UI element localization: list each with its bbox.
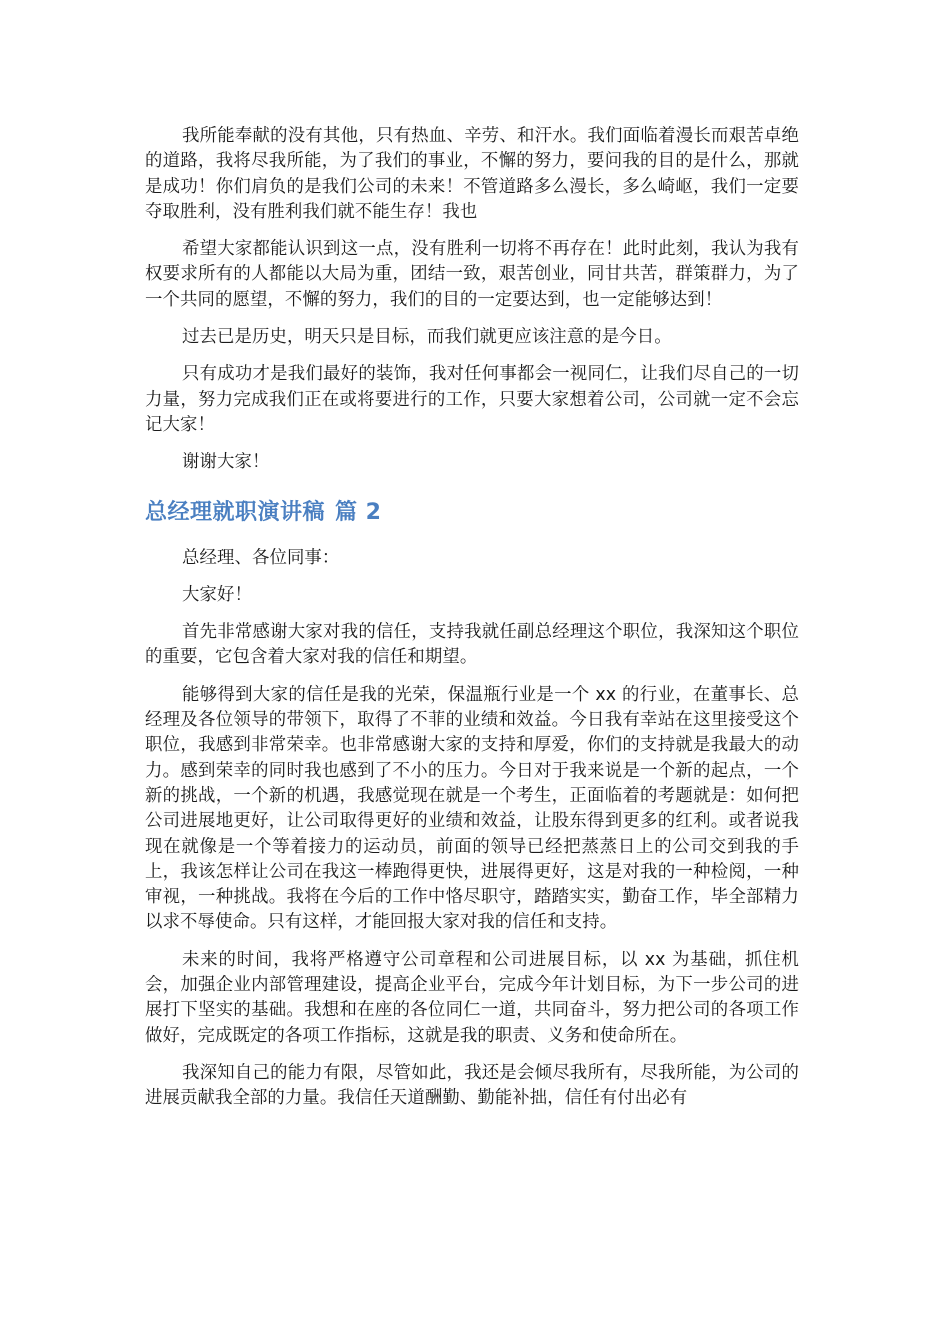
paragraph: 总经理、各位同事： — [182, 547, 340, 568]
paragraph: 只有成功才是我们最好的装饰，我对任何事都会一视同仁，让我们尽自己的一切力量，努力完成我们正在或将要进行的工作，只要大家想着公司，公司就一定不会忘记大家！ — [145, 364, 799, 435]
paragraph: 希望大家都能认识到这一点，没有胜利一切将不再存在！此时此刻，我认为我有权要求所有的人都能以大局为重，团结一致，艰苦创业，同甘共苦，群策群力，为了一个共同的愿望，不懈的努力，我们的目的一定要达到，也一定能够达到！ — [145, 239, 799, 310]
paragraph: 我深知自己的能力有限，尽管如此，我还是会倾尽我所有，尽我所能，为公司的进展贡献我全部的力量。我信任天道酬勤、勤能补拙，信任有付出必有 — [145, 1062, 799, 1109]
section-heading — [145, 498, 799, 528]
paragraph: 大家好！ — [182, 584, 252, 605]
paragraph: 能够得到大家的信任是我的光荣，保温瓶行业是一个 xx 的行业，在董事长、总经理及各位领导的带领下，取得了不菲的业绩和效益。今日我有幸站在这里接受这个职位，我感到非常荣幸。也非常感谢大家的支持和厚爱，你们的支持就是我最大的动力。感到荣幸的同时我也感到了不小的压力。今日对于我来说是一个新的起点，一个新的挑战，一个新的机遇，我感觉现在就是一个考生，正面临着的考题就是：如何把公司进展地更好，让公司取得更好的业绩和效益，让股东得到更多的红利。或者说我现在就像是一个等着接力的运动员，前面的领导已经把蒸蒸日上的公司交到我的手上，我该怎样让公司在我这一棒跑得更快，进展得更好，这是对我的一种检阅，一种审视，一种挑战。我将在今后的工作中恪尽职守，踏踏实实，勤奋工作，毕全部精力以求不辱使命。只有这样，才能回报大家对我的信任和支持。 — [145, 684, 799, 933]
document-body — [145, 124, 799, 1124]
paragraph: 我所能奉献的没有其他，只有热血、辛劳、和汗水。我们面临着漫长而艰苦卓绝的道路，我将尽我所能，为了我们的事业，不懈的努力，要问我的目的是什么，那就是成功！你们肩负的是我们公司的未来！不管道路多么漫长，多么崎岖，我们一定要夺取胜利，没有胜利我们就不能生存！我也 — [145, 126, 799, 222]
section-heading-title: 总经理就职演讲稿 — [145, 499, 326, 525]
paragraph: 未来的时间，我将严格遵守公司章程和公司进展目标，以 xx 为基础，抓住机会，加强企业内部管理建设，提高企业平台，完成今年计划目标，为下一步公司的进展打下坚实的基础。我想和在座的各位同仁一道，共同奋斗，努力把公司的各项工作做好，完成既定的各项工作指标，这就是我的职责、义务和使命所在。 — [145, 949, 799, 1046]
paragraph: 谢谢大家！ — [182, 452, 270, 473]
section-heading-number: 篇 2 — [335, 499, 382, 525]
paragraph: 过去已是历史，明天只是目标，而我们就更应该注意的是今日。 — [182, 327, 672, 348]
paragraph: 首先非常感谢大家对我的信任，支持我就任副总经理这个职位，我深知这个职位的重要，它包含着大家对我的信任和期望。 — [145, 622, 799, 668]
